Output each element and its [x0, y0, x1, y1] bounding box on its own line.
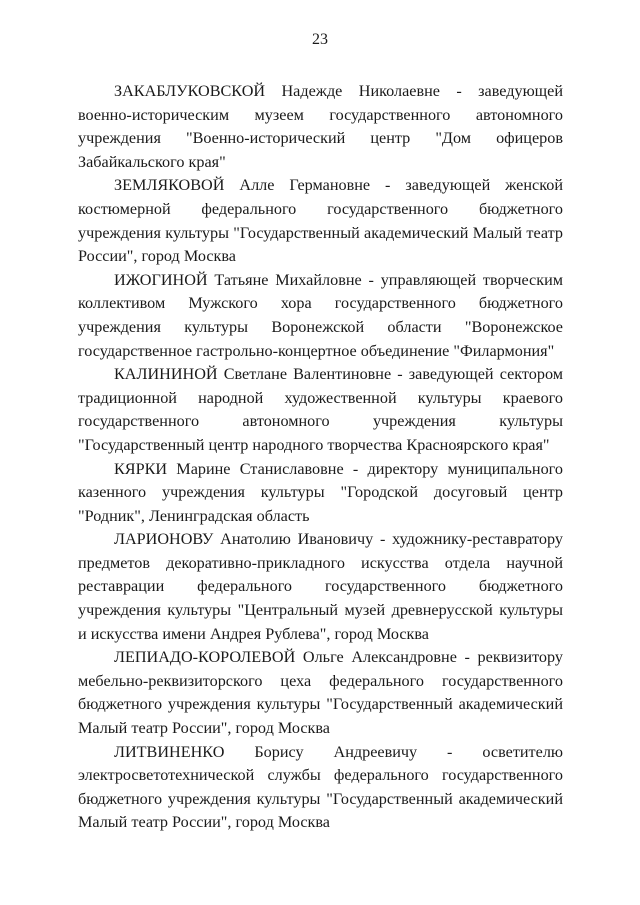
list-item-lepiado-koroleva: ЛЕПИАДО-КОРОЛЕВОЙ Ольге Александровне - реквизитору мебельно-реквизиторского цеха федерального государственного бюджетного учреждения культуры "Государственный академический Малый театр России", город Москва	[78, 648, 563, 738]
list-item-litvinenko: ЛИТВИНЕНКО Борису Андреевичу - осветителю электросветотехнической службы федерального государственного бюджетного учреждения культуры "Государственный академический Малый театр России", город Москва	[78, 742, 563, 832]
award-list	[78, 80, 563, 835]
list-item-kyarki: КЯРКИ Марине Станиславовне - директору муниципального казенного учреждения культуры "Городской досуговый центр "Родник", Ленинградская область	[78, 459, 563, 525]
list-item-kalinina: КАЛИНИНОЙ Светлане Валентиновне - заведующей сектором традиционной народной художественной культуры краевого государственного автономного учреждения культуры "Государственный центр народного творчества Красноярского края"	[78, 365, 563, 454]
page-number: 23	[312, 31, 328, 48]
list-item-larionov: ЛАРИОНОВУ Анатолию Ивановичу - художнику-реставратору предметов декоративно-прикладного искусства отдела научной реставрации федерального государственного бюджетного учреждения культуры "Центральный музей древнерусской культуры и искусства имени Андрея Рублева", город Москва	[78, 530, 563, 643]
list-item-zakablukovskaya: ЗАКАБЛУКОВСКОЙ Надежде Николаевне - заведующей военно-историческим музеем государственного автономного учреждения "Военно-исторический центр "Дом офицеров Забайкальского края"	[78, 82, 563, 171]
list-item-zemlyakova: ЗЕМЛЯКОВОЙ Алле Германовне - заведующей женской костюмерной федерального государственного бюджетного учреждения культуры "Государственный академический Малый театр России", город Москва	[78, 176, 563, 266]
list-item-izhogina: ИЖОГИНОЙ Татьяне Михайловне - управляющей творческим коллективом Мужского хора государственного бюджетного учреждения культуры Воронежской области "Воронежское государственное гастрольно-концертное объединение "Филармония"	[78, 270, 563, 360]
